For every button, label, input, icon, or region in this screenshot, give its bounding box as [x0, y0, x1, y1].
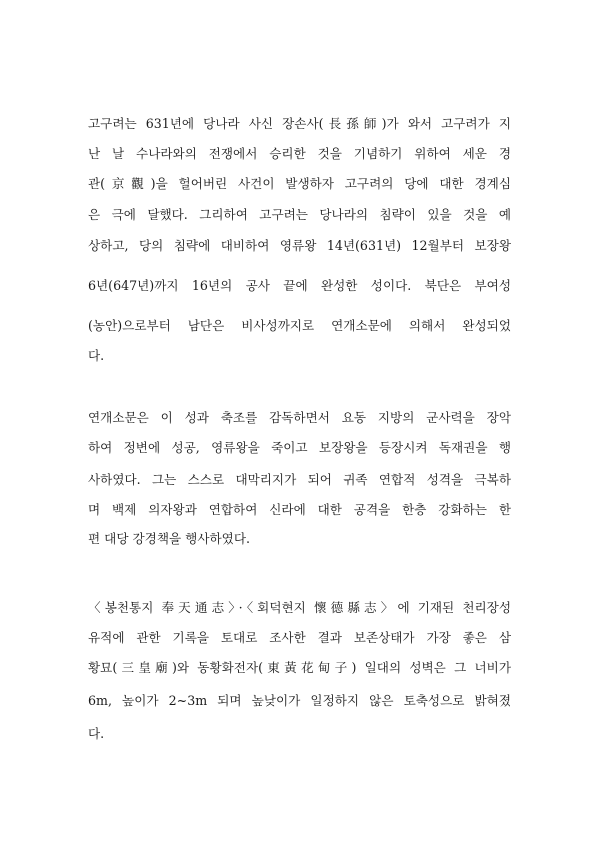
text-line: 〈봉천통지 奉天通志〉·〈회덕현지 懷德縣志〉에 기재된 천리장성: [88, 600, 511, 615]
text-line: 고구려는 631년에 당나라 사신 장손사(長孫師)가 와서 고구려가 지: [88, 116, 511, 131]
text-line: 황묘(三皇廟)와 동황화전자(東黃花甸子) 일대의 성벽은 그 너비가: [88, 660, 511, 675]
text-line: 연개소문은 이 성과 축조를 감독하면서 요동 지방의 군사력을 장악: [88, 410, 511, 425]
text-line: 편 대당 강경책을 행사하였다.: [88, 531, 250, 546]
text-line: 다.: [88, 348, 105, 363]
text-line: 하여 정변에 성공, 영류왕을 죽이고 보장왕을 등장시켜 독재권을 행: [88, 440, 511, 455]
text-line: 관(京觀)을 헐어버린 사건이 발생하자 고구려의 당에 대한 경계심: [88, 176, 511, 191]
text-line: 며 백제 의자왕과 연합하여 신라에 대한 공격을 한층 강화하는 한: [88, 502, 511, 517]
text-line: 다.: [88, 726, 105, 741]
text-line: (농안)으로부터 남단은 비사성까지로 연개소문에 의해서 완성되었: [88, 318, 511, 333]
text-line: 은 극에 달했다. 그리하여 고구려는 당나라의 침략이 있을 것을 예: [88, 207, 511, 222]
text-line: 유적에 관한 기록을 토대로 조사한 결과 보존상태가 가장 좋은 삼: [88, 630, 511, 645]
text-line: 6m, 높이가 2~3m 되며 높낮이가 일정하지 않은 토축성으로 밝혀졌: [88, 693, 511, 708]
text-line: 상하고, 당의 침략에 대비하여 영류왕 14년(631년) 12월부터 보장왕: [88, 238, 511, 253]
text-line: 사하였다. 그는 스스로 대막리지가 되어 귀족 연합적 성격을 극복하: [88, 472, 511, 487]
text-line: 난 날 수나라와의 전쟁에서 승리한 것을 기념하기 위하여 세운 경: [88, 146, 511, 161]
text-line: 6년(647년)까지 16년의 공사 끝에 완성한 성이다. 북단은 부여성: [88, 278, 511, 293]
